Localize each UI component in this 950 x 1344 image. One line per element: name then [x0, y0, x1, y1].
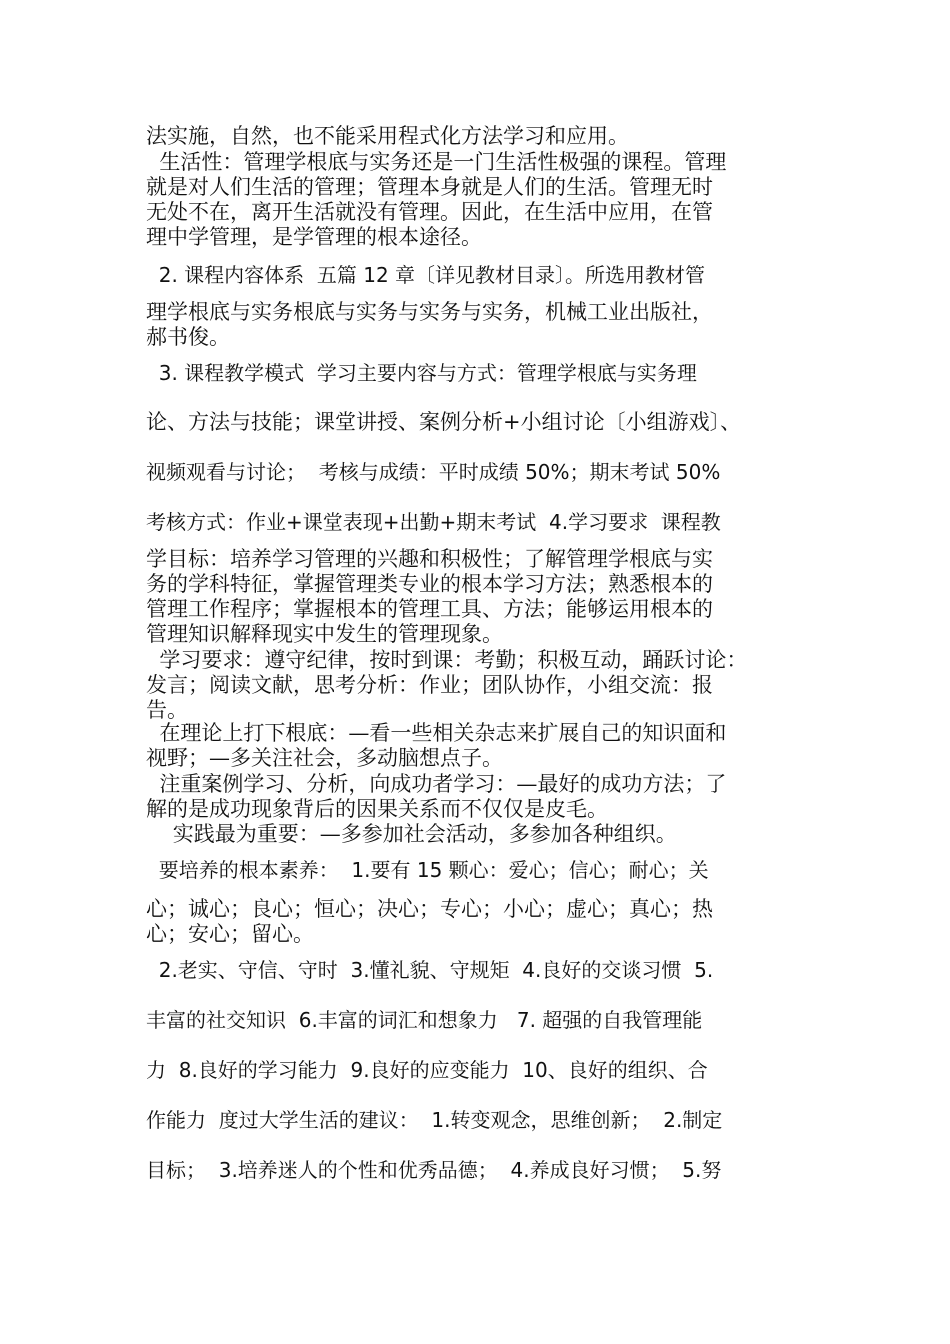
- text-line: 论、方法与技能；课堂讲授、案例分析+小组讨论〔小组游戏〕、: [146, 410, 742, 434]
- text-line: 丰富的社交知识 6.丰富的词汇和想象力 7. 超强的自我管理能: [146, 1008, 703, 1032]
- text-line: 要培养的根本素养： 1.要有 15 颗心：爱心；信心；耐心；关: [146, 858, 709, 882]
- text-line: 告。: [146, 698, 188, 722]
- text-line: 实践最为重要：—多参加社会活动，多参加各种组织。: [146, 822, 677, 846]
- text-line: 务的学科特征，掌握管理类专业的根本学习方法；熟悉根本的: [146, 572, 713, 596]
- text-line: 2. 课程内容体系 五篇 12 章〔详见教材目录〕。所选用教材管: [146, 263, 706, 287]
- text-line: 心；安心；留心。: [146, 922, 314, 946]
- text-line: 心；诚心；良心；恒心；决心；专心；小心；虚心；真心；热: [146, 897, 713, 921]
- text-line: 注重案例学习、分析，向成功者学习：—最好的成功方法；了: [146, 772, 727, 796]
- text-line: 无处不在，离开生活就没有管理。因此，在生活中应用，在管: [146, 200, 713, 224]
- text-line: 管理工作程序；掌握根本的管理工具、方法；能够运用根本的: [146, 597, 713, 621]
- text-line: 学目标：培养学习管理的兴趣和积极性；了解管理学根底与实: [146, 547, 713, 571]
- text-line: 管理知识解释现实中发生的管理现象。: [146, 622, 503, 646]
- text-line: 视频观看与讨论； 考核与成绩：平时成绩 50%；期末考试 50%: [146, 460, 721, 484]
- text-line: 生活性：管理学根底与实务还是一门生活性极强的课程。管理: [146, 150, 727, 174]
- text-line: 理学根底与实务根底与实务与实务与实务，机械工业出版社，: [146, 300, 713, 324]
- text-line: 学习要求：遵守纪律，按时到课：考勤；积极互动，踊跃讨论：: [146, 648, 748, 672]
- text-line: 理中学管理，是学管理的根本途径。: [146, 225, 482, 249]
- text-line: 作能力 度过大学生活的建议： 1.转变观念，思维创新； 2.制定: [146, 1108, 723, 1132]
- text-line: 2.老实、守信、守时 3.懂礼貌、守规矩 4.良好的交谈习惯 5.: [146, 958, 714, 982]
- text-line: 力 8.良好的学习能力 9.良好的应变能力 10、良好的组织、合: [146, 1058, 708, 1082]
- text-line: 法实施，自然，也不能采用程式化方法学习和应用。: [146, 124, 629, 148]
- text-line: 解的是成功现象背后的因果关系而不仅仅是皮毛。: [146, 797, 608, 821]
- text-line: 就是对人们生活的管理；管理本身就是人们的生活。管理无时: [146, 175, 713, 199]
- text-line: 目标； 3.培养迷人的个性和优秀品德； 4.养成良好习惯； 5.努: [146, 1158, 722, 1182]
- text-line: 视野；—多关注社会，多动脑想点子。: [146, 746, 503, 770]
- text-line: 发言；阅读文献，思考分析：作业；团队协作，小组交流：报: [146, 673, 713, 697]
- text-line: 在理论上打下根底：—看一些相关杂志来扩展自己的知识面和: [146, 721, 727, 745]
- text-line: 考核方式：作业+课堂表现+出勤+期末考试 4.学习要求 课程教: [146, 510, 721, 534]
- text-line: 郝书俊。: [146, 325, 230, 349]
- text-line: 3. 课程教学模式 学习主要内容与方式：管理学根底与实务理: [146, 361, 697, 385]
